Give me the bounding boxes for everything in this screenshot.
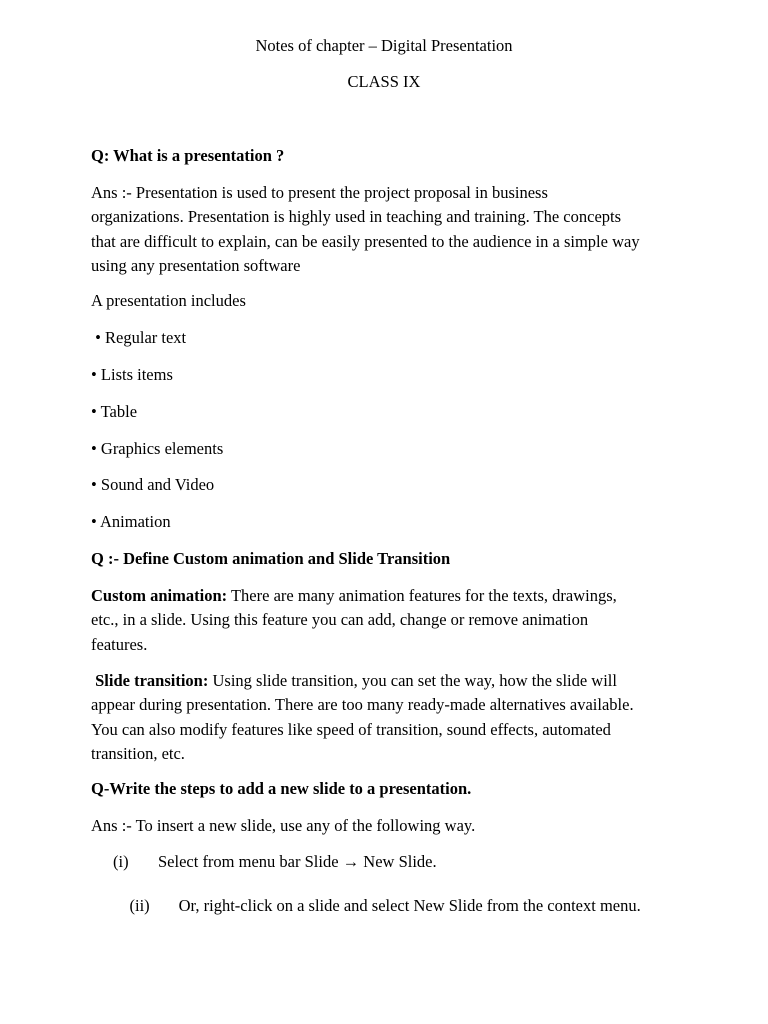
- bullet-item: • Table: [91, 402, 138, 421]
- slide-transition-term: Slide transition:: [91, 671, 209, 690]
- definition-line: [91, 669, 691, 693]
- bullet-item: • Graphics elements: [91, 439, 224, 458]
- question-2: Q :- Define Custom animation and Slide Transition: [91, 549, 451, 568]
- answer-3-intro: Ans :- To insert a new slide, use any of the following way.: [91, 816, 476, 835]
- bullet-item: • Animation: [91, 512, 171, 531]
- question-1: Q: What is a presentation ?: [91, 146, 285, 165]
- question-3: Q-Write the steps to add a new slide to a presentation.: [91, 779, 472, 798]
- definition-line: [91, 584, 691, 608]
- bullet-item: • Lists items: [91, 365, 173, 384]
- step-number: (ii): [129, 896, 150, 915]
- answer-1-line: organizations. Presentation is highly used in teaching and training. The concepts: [91, 207, 622, 227]
- document-title: Notes of chapter – Digital Presentation: [255, 36, 513, 55]
- answer-1-line: that are difficult to explain, can be easily presented to the audience in a simple way: [91, 231, 640, 251]
- step-item: [113, 852, 437, 872]
- definition-text: Using slide transition, you can set the way, how the slide will: [208, 671, 617, 690]
- includes-intro: A presentation includes: [91, 291, 246, 310]
- definition-line: transition, etc.: [91, 743, 185, 763]
- class-label: CLASS IX: [347, 72, 421, 91]
- step-item: [113, 876, 641, 936]
- step-text: Select from menu bar Slide → New Slide.: [158, 852, 437, 871]
- definition-text: There are many animation features for the texts, drawings,: [227, 586, 617, 605]
- definition-line: You can also modify features like speed of transition, sound effects, automated: [91, 719, 611, 739]
- definition-line: features.: [91, 634, 148, 654]
- definition-line: etc., in a slide. Using this feature you can add, change or remove animation: [91, 610, 589, 630]
- step-number: (i): [113, 852, 129, 871]
- bullet-item: • Sound and Video: [91, 475, 215, 494]
- custom-animation-definition: [91, 584, 691, 657]
- step-text: Or, right-click on a slide and select New Slide from the context menu.: [174, 896, 641, 915]
- slide-transition-definition: [91, 669, 691, 766]
- answer-1-line: using any presentation software: [91, 255, 301, 275]
- custom-animation-term: Custom animation:: [91, 586, 228, 605]
- bullet-item: • Regular text: [91, 328, 187, 347]
- answer-1: [91, 181, 691, 278]
- answer-1-line: Ans :- Presentation is used to present the project proposal in business: [91, 183, 548, 202]
- definition-line: appear during presentation. There are too many ready-made alternatives available.: [91, 695, 634, 715]
